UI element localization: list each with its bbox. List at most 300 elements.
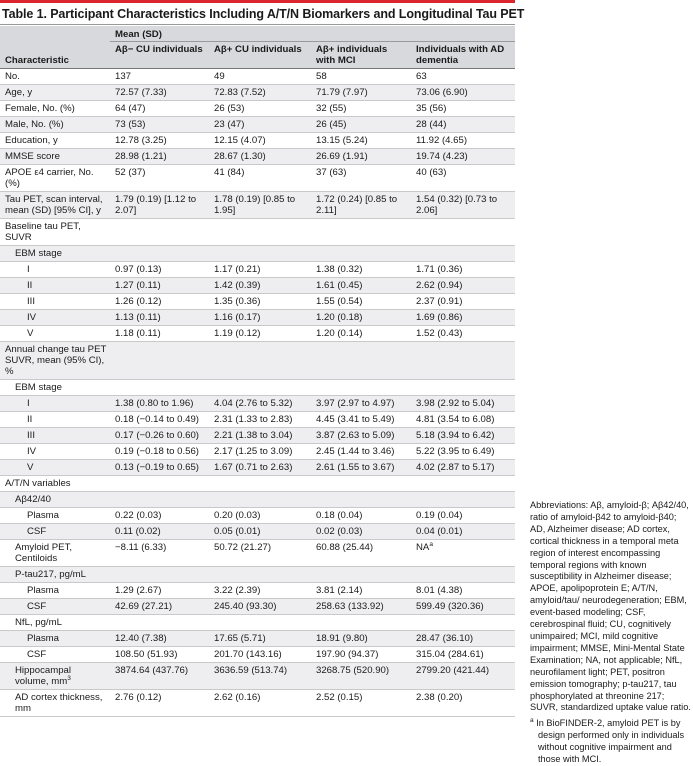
table-cell (209, 165, 311, 192)
table-cell (311, 508, 411, 524)
row-label (0, 412, 110, 428)
table-cell (411, 192, 515, 219)
row-label-text: EBM stage (15, 248, 62, 259)
row-label (0, 476, 110, 492)
table-notes (530, 500, 692, 766)
cell-value: 5.22 (3.95 to 6.49) (416, 446, 495, 457)
row-label (0, 380, 110, 396)
cell-value: 13.15 (5.24) (316, 135, 368, 146)
table-cell (411, 663, 515, 690)
row-label (0, 583, 110, 599)
table-cell (311, 326, 411, 342)
row-label (0, 165, 110, 192)
table-row (0, 326, 515, 342)
table-cell (110, 246, 209, 262)
table-cell (110, 69, 209, 85)
table-row (0, 294, 515, 310)
table-cell (311, 192, 411, 219)
row-label (0, 460, 110, 476)
table-row (0, 615, 515, 631)
row-label-text: CSF (27, 649, 47, 660)
cell-value: 1.38 (0.80 to 1.96) (115, 398, 194, 409)
row-label-text: I (27, 264, 30, 275)
table-cell (311, 278, 411, 294)
table-cell (411, 294, 515, 310)
table-cell (411, 85, 515, 101)
table-cell (209, 647, 311, 663)
row-label (0, 428, 110, 444)
table-cell (209, 492, 311, 508)
header-columns-row (0, 42, 515, 69)
cell-value: 35 (56) (416, 103, 447, 114)
cell-value: 3.98 (2.92 to 5.04) (416, 398, 495, 409)
cell-value: 2.62 (0.16) (214, 692, 261, 703)
row-label-text: CSF (27, 526, 47, 537)
column-header: Aβ− CU individuals (110, 42, 209, 69)
table-cell (411, 583, 515, 599)
cell-value: 3268.75 (520.90) (316, 665, 390, 676)
table-cell (411, 165, 515, 192)
cell-value: 2.37 (0.91) (416, 296, 463, 307)
row-label-text: Tau PET, scan interval, mean (SD) [95% CI], y (5, 194, 103, 216)
table-cell (411, 342, 515, 380)
row-label (0, 508, 110, 524)
cell-value: 0.18 (0.04) (316, 510, 363, 521)
cell-value: 245.40 (93.30) (214, 601, 277, 612)
table-cell (209, 326, 311, 342)
table-cell (311, 615, 411, 631)
table-row (0, 476, 515, 492)
table-row (0, 310, 515, 326)
table-cell (110, 583, 209, 599)
table-cell (209, 69, 311, 85)
footnote-ref: a (429, 540, 433, 548)
row-label-text: Amyloid PET, Centiloids (15, 542, 73, 564)
table-cell (209, 524, 311, 540)
row-label-text: Annual change tau PET SUVR, mean (95% CI), % (5, 344, 107, 377)
cell-value: 1.20 (0.14) (316, 328, 363, 339)
table-cell (411, 326, 515, 342)
table-cell (411, 246, 515, 262)
cell-value: 12.15 (4.07) (214, 135, 266, 146)
table-cell (209, 342, 311, 380)
table-row (0, 69, 515, 85)
cell-value: 0.05 (0.01) (214, 526, 261, 537)
row-label (0, 631, 110, 647)
table-cell (411, 278, 515, 294)
table-cell (110, 599, 209, 615)
table-row (0, 540, 515, 567)
row-label-text: EBM stage (15, 382, 62, 393)
cell-value: 0.97 (0.13) (115, 264, 162, 275)
cell-value: 49 (214, 71, 225, 82)
table-cell (209, 631, 311, 647)
table-cell (411, 524, 515, 540)
table-row (0, 567, 515, 583)
cell-value: 201.70 (143.16) (214, 649, 282, 660)
table-row (0, 192, 515, 219)
table-cell (110, 294, 209, 310)
row-label (0, 149, 110, 165)
cell-value: 1.67 (0.71 to 2.63) (214, 462, 293, 473)
cell-value: 4.81 (3.54 to 6.08) (416, 414, 495, 425)
table-cell (209, 508, 311, 524)
table-cell (209, 101, 311, 117)
table-row (0, 492, 515, 508)
table-cell (411, 567, 515, 583)
cell-value: 1.13 (0.11) (115, 312, 161, 323)
cell-value: 2799.20 (421.44) (416, 665, 490, 676)
row-label (0, 69, 110, 85)
row-label-text: No. (5, 71, 20, 82)
cell-value: 1.55 (0.54) (316, 296, 363, 307)
cell-value: 11.92 (4.65) (416, 135, 468, 146)
table-cell (311, 380, 411, 396)
table-cell (209, 380, 311, 396)
cell-value: 64 (47) (115, 103, 146, 114)
column-header: Individuals with AD dementia (411, 42, 515, 69)
table-cell (411, 149, 515, 165)
table-cell (311, 396, 411, 412)
cell-value: 1.79 (0.19) [1.12 to 2.07] (115, 194, 197, 216)
table-cell (311, 647, 411, 663)
table-cell (110, 524, 209, 540)
cell-value: 0.17 (−0.26 to 0.60) (115, 430, 200, 441)
cell-value: 12.78 (3.25) (115, 135, 167, 146)
row-label-text: Plasma (27, 585, 59, 596)
row-label-text: Hippocampal volume, mm (15, 665, 71, 687)
table-cell (209, 294, 311, 310)
cell-value: 3.97 (2.97 to 4.97) (316, 398, 395, 409)
cell-value: 108.50 (51.93) (115, 649, 178, 660)
cell-value: 18.91 (9.80) (316, 633, 368, 644)
cell-value: 5.18 (3.94 to 6.42) (416, 430, 495, 441)
table-cell (311, 460, 411, 476)
cell-value: 0.04 (0.01) (416, 526, 463, 537)
cell-value: 1.52 (0.43) (416, 328, 463, 339)
table-cell (110, 310, 209, 326)
cell-value: 37 (63) (316, 167, 347, 178)
cell-value: −8.11 (6.33) (115, 542, 167, 553)
cell-value: 58 (316, 71, 327, 82)
cell-value: 28.67 (1.30) (214, 151, 266, 162)
cell-value: 12.40 (7.38) (115, 633, 167, 644)
table-cell (110, 262, 209, 278)
table-cell (311, 101, 411, 117)
cell-value: 28.47 (36.10) (416, 633, 474, 644)
cell-value: 50.72 (21.27) (214, 542, 272, 553)
table-row (0, 663, 515, 690)
table-cell (311, 583, 411, 599)
table-cell (311, 428, 411, 444)
cell-value: 4.45 (3.41 to 5.49) (316, 414, 395, 425)
row-label-text: II (27, 414, 33, 425)
cell-value: 73.06 (6.90) (416, 87, 468, 98)
row-label-text: Baseline tau PET, SUVR (5, 221, 81, 243)
row-label (0, 615, 110, 631)
footnote (530, 718, 692, 766)
cell-value: 2.31 (1.33 to 2.83) (214, 414, 293, 425)
abbreviations-note: Abbreviations: Aβ, amyloid-β; Aβ42/40, ratio of amyloid-β42 to amyloid-β40; AD, Alzheimer disease; AD cortex, cortical thickness in a temporal meta region of interest encompassing temporal regions with known susceptibility in Alzheimer disease; APOE, apolipoprotein E; A/T/N, amyloid/tau/ neurodegeneration; EBM, event-based modeling; CSF, cerebrospinal fluid; CU, cognitively unimpaired; MCI, mild cognitive impairment; MMSE, Mini-Mental State Examination; NA, not applicable; NfL, neurofilament light; PET, positron emission tomography; p-tau217, tau phosphorylated at threonine 217; SUVR, standardized uptake value ratio. (530, 500, 691, 713)
cell-value: 23 (47) (214, 119, 245, 130)
cell-value: 3.87 (2.63 to 5.09) (316, 430, 395, 441)
cell-value: 2.38 (0.20) (416, 692, 463, 703)
row-label-text: V (27, 328, 34, 339)
table-row (0, 428, 515, 444)
table-cell (311, 85, 411, 101)
cell-value: 0.22 (0.03) (115, 510, 162, 521)
table-cell (311, 310, 411, 326)
cell-value: 40 (63) (416, 167, 447, 178)
row-label (0, 294, 110, 310)
table-cell (110, 326, 209, 342)
row-label (0, 567, 110, 583)
table-cell (311, 133, 411, 149)
cell-value: 17.65 (5.71) (214, 633, 266, 644)
row-label (0, 342, 110, 380)
cell-value: 2.52 (0.15) (316, 692, 363, 703)
row-label-text: Age, y (5, 87, 33, 98)
table-cell (411, 444, 515, 460)
cell-value: 72.83 (7.52) (214, 87, 266, 98)
table-cell (209, 690, 311, 717)
table-title: Table 1. Participant Characteristics Including A/T/N Biomarkers and Longitudinal Tau PET (2, 7, 525, 21)
cell-value: 72.57 (7.33) (115, 87, 167, 98)
table-cell (110, 133, 209, 149)
table-cell (110, 492, 209, 508)
header-spacer (0, 26, 110, 42)
row-label (0, 192, 110, 219)
cell-value: 8.01 (4.38) (416, 585, 463, 596)
table-cell (411, 599, 515, 615)
row-label (0, 133, 110, 149)
table-cell (311, 540, 411, 567)
table-cell (110, 412, 209, 428)
table-cell (311, 599, 411, 615)
cell-value: 19.74 (4.23) (416, 151, 468, 162)
table-cell (411, 615, 515, 631)
characteristics-table (0, 26, 515, 717)
table-cell (411, 412, 515, 428)
cell-value: 41 (84) (214, 167, 245, 178)
table-cell (110, 567, 209, 583)
table-cell (110, 278, 209, 294)
cell-value: 1.42 (0.39) (214, 280, 261, 291)
cell-value: 1.35 (0.36) (214, 296, 261, 307)
table-cell (110, 508, 209, 524)
cell-value: 32 (55) (316, 103, 347, 114)
table-cell (209, 663, 311, 690)
table-cell (110, 540, 209, 567)
table-cell (209, 278, 311, 294)
table-cell (110, 165, 209, 192)
table-cell (110, 476, 209, 492)
table-cell (311, 69, 411, 85)
table-cell (110, 342, 209, 380)
row-label-text: Male, No. (%) (5, 119, 64, 130)
cell-value: 52 (37) (115, 167, 146, 178)
table-cell (209, 540, 311, 567)
cell-value: 3874.64 (437.76) (115, 665, 189, 676)
cell-value: 137 (115, 71, 132, 82)
table-cell (311, 342, 411, 380)
table-cell (411, 262, 515, 278)
row-label (0, 219, 110, 246)
table-cell (311, 492, 411, 508)
table-row (0, 133, 515, 149)
table-cell (311, 294, 411, 310)
table-row (0, 278, 515, 294)
cell-value: 26 (53) (214, 103, 245, 114)
table-cell (209, 262, 311, 278)
table-cell (311, 262, 411, 278)
cell-value: 63 (416, 71, 427, 82)
table-cell (209, 219, 311, 246)
table-cell (411, 690, 515, 717)
table-cell (110, 444, 209, 460)
cell-value: 26 (45) (316, 119, 347, 130)
table-cell (411, 396, 515, 412)
table-cell (110, 615, 209, 631)
row-label-text: P-tau217, pg/mL (15, 569, 86, 580)
table-cell (110, 101, 209, 117)
row-label-text: Female, No. (%) (5, 103, 75, 114)
row-label-text: IV (27, 446, 37, 457)
cell-value: 1.16 (0.17) (214, 312, 261, 323)
table-cell (311, 524, 411, 540)
cell-value: NA (416, 542, 430, 553)
cell-value: 1.38 (0.32) (316, 264, 363, 275)
table-row (0, 412, 515, 428)
cell-value: 42.69 (27.21) (115, 601, 173, 612)
row-label (0, 540, 110, 567)
row-label-text: II (27, 280, 33, 291)
row-label-text: AD cortex thickness, mm (15, 692, 103, 714)
table-cell (209, 412, 311, 428)
row-label (0, 117, 110, 133)
table-row (0, 583, 515, 599)
footnote-marker: a (530, 717, 534, 725)
row-label (0, 396, 110, 412)
table-cell (209, 396, 311, 412)
row-label-text: APOE ε4 carrier, No. (%) (5, 167, 94, 189)
table-cell (209, 133, 311, 149)
table-row (0, 342, 515, 380)
table-cell (411, 476, 515, 492)
row-label-text: IV (27, 312, 37, 323)
column-header: Aβ+ CU individuals (209, 42, 311, 69)
cell-value: 1.71 (0.36) (416, 264, 463, 275)
row-label (0, 524, 110, 540)
table-cell (311, 663, 411, 690)
table-cell (311, 476, 411, 492)
table-cell (110, 428, 209, 444)
header-group-label: Mean (SD) (110, 26, 515, 42)
table-cell (209, 117, 311, 133)
row-label-text: V (27, 462, 34, 473)
table-row (0, 508, 515, 524)
table-cell (311, 165, 411, 192)
cell-value: 2.21 (1.38 to 3.04) (214, 430, 293, 441)
cell-value: 1.69 (0.86) (416, 312, 463, 323)
unit-superscript: 3 (67, 674, 71, 682)
cell-value: 1.20 (0.18) (316, 312, 363, 323)
table-cell (110, 396, 209, 412)
row-label (0, 278, 110, 294)
row-label (0, 326, 110, 342)
cell-value: 0.11 (0.02) (115, 526, 161, 537)
table-row (0, 396, 515, 412)
cell-value: 1.18 (0.11) (115, 328, 161, 339)
row-label (0, 444, 110, 460)
row-label-text: MMSE score (5, 151, 60, 162)
table-row (0, 101, 515, 117)
table-cell (311, 246, 411, 262)
table-row (0, 85, 515, 101)
cell-value: 3636.59 (513.74) (214, 665, 288, 676)
cell-value: 1.19 (0.12) (214, 328, 261, 339)
cell-value: 2.62 (0.94) (416, 280, 463, 291)
row-label-text: Aβ42/40 (15, 494, 51, 505)
row-label (0, 85, 110, 101)
row-label-text: Education, y (5, 135, 58, 146)
table-row (0, 262, 515, 278)
table-cell (311, 690, 411, 717)
cell-value: 3.81 (2.14) (316, 585, 363, 596)
cell-value: 4.02 (2.87 to 5.17) (416, 462, 495, 473)
cell-value: 73 (53) (115, 119, 146, 130)
row-label-text: Plasma (27, 510, 59, 521)
table-cell (209, 444, 311, 460)
table-row (0, 647, 515, 663)
cell-value: 2.45 (1.44 to 3.46) (316, 446, 395, 457)
table-cell (110, 631, 209, 647)
table-cell (209, 428, 311, 444)
cell-value: 26.69 (1.91) (316, 151, 368, 162)
table-row (0, 380, 515, 396)
table-cell (209, 310, 311, 326)
cell-value: 0.20 (0.03) (214, 510, 261, 521)
cell-value: 0.19 (−0.18 to 0.56) (115, 446, 200, 457)
table-cell (411, 219, 515, 246)
table-row (0, 165, 515, 192)
row-label (0, 262, 110, 278)
table-row (0, 444, 515, 460)
table-cell (209, 599, 311, 615)
table-cell (209, 85, 311, 101)
table-cell (411, 133, 515, 149)
cell-value: 1.72 (0.24) [0.85 to 2.11] (316, 194, 398, 216)
table-cell (209, 149, 311, 165)
column-header: Aβ+ individuals with MCI (311, 42, 411, 69)
cell-value: 1.26 (0.12) (115, 296, 162, 307)
row-label (0, 246, 110, 262)
cell-value: 2.76 (0.12) (115, 692, 162, 703)
cell-value: 2.61 (1.55 to 3.67) (316, 462, 395, 473)
cell-value: 1.17 (0.21) (214, 264, 261, 275)
table-cell (311, 567, 411, 583)
table-cell (411, 310, 515, 326)
cell-value: 28.98 (1.21) (115, 151, 167, 162)
cell-value: 315.04 (284.61) (416, 649, 484, 660)
row-label (0, 492, 110, 508)
row-label (0, 310, 110, 326)
row-label (0, 690, 110, 717)
cell-value: 2.17 (1.25 to 3.09) (214, 446, 293, 457)
cell-value: 0.19 (0.04) (416, 510, 463, 521)
table-cell (311, 149, 411, 165)
table-cell (411, 69, 515, 85)
